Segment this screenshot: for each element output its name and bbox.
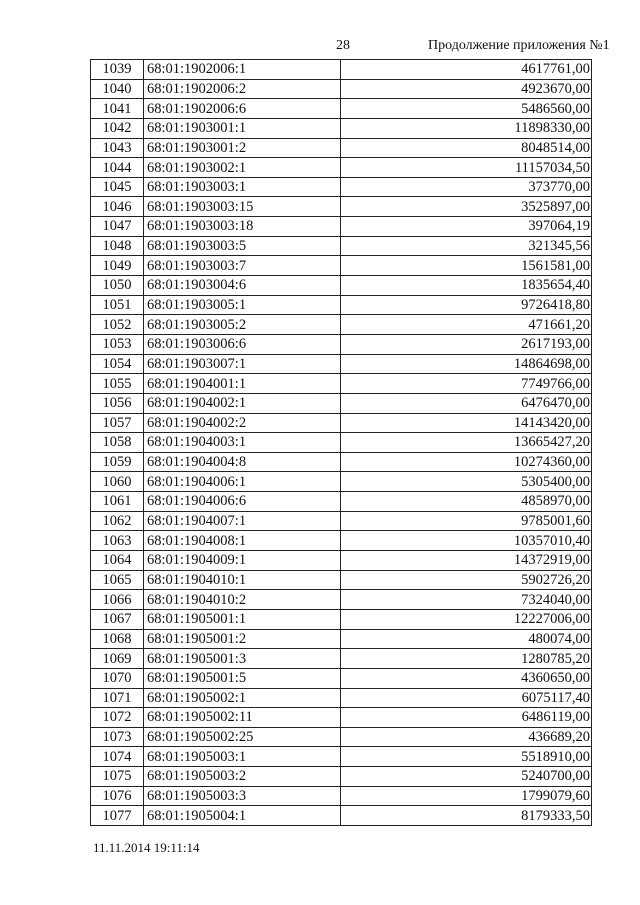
cadastral-value-cell: 1561581,00 [341,256,592,276]
cadastral-value-cell: 1835654,40 [341,276,592,296]
row-number-cell: 1065 [91,570,144,590]
cadastral-value-cell: 9785001,60 [341,511,592,531]
cadastral-value-cell: 5240700,00 [341,767,592,787]
cadastral-number-cell: 68:01:1902006:2 [144,79,341,99]
table-row [91,708,592,728]
table-row [91,609,592,629]
table-row [91,551,592,571]
cadastral-value-cell: 1280785,20 [341,649,592,669]
table-body [91,60,592,826]
cadastral-value-cell: 7324040,00 [341,590,592,610]
cadastral-value-cell: 10357010,40 [341,531,592,551]
table-row [91,177,592,197]
row-number-cell: 1076 [91,786,144,806]
cadastral-value-cell: 10274360,00 [341,452,592,472]
cadastral-number-cell: 68:01:1903001:2 [144,138,341,158]
cadastral-number-cell: 68:01:1904006:6 [144,492,341,512]
cadastral-number-cell: 68:01:1903005:1 [144,295,341,315]
table-row [91,197,592,217]
cadastral-value-cell: 6476470,00 [341,393,592,413]
row-number-cell: 1059 [91,452,144,472]
cadastral-value-cell: 13665427,20 [341,433,592,453]
row-number-cell: 1043 [91,138,144,158]
row-number-cell: 1071 [91,688,144,708]
appendix-title: Продолжение приложения №1 [428,38,610,53]
table-row [91,668,592,688]
row-number-cell: 1053 [91,334,144,354]
cadastral-value-cell: 5305400,00 [341,472,592,492]
row-number-cell: 1054 [91,354,144,374]
cadastral-value-cell: 5486560,00 [341,99,592,119]
page-number: 28 [336,38,350,53]
table-row [91,767,592,787]
table-row [91,138,592,158]
cadastral-value-cell: 4923670,00 [341,79,592,99]
table-row [91,118,592,138]
row-number-cell: 1067 [91,609,144,629]
table-row [91,472,592,492]
cadastral-number-cell: 68:01:1902006:1 [144,60,341,80]
cadastral-number-cell: 68:01:1904004:8 [144,452,341,472]
row-number-cell: 1077 [91,806,144,826]
table-row [91,433,592,453]
row-number-cell: 1074 [91,747,144,767]
cadastral-number-cell: 68:01:1905003:3 [144,786,341,806]
table-row [91,256,592,276]
cadastral-value-cell: 7749766,00 [341,374,592,394]
table-row [91,354,592,374]
cadastral-value-cell: 6486119,00 [341,708,592,728]
cadastral-value-cell: 5518910,00 [341,747,592,767]
cadastral-number-cell: 68:01:1905003:1 [144,747,341,767]
row-number-cell: 1049 [91,256,144,276]
cadastral-value-cell: 1799079,60 [341,786,592,806]
cadastral-number-cell: 68:01:1905003:2 [144,767,341,787]
cadastral-number-cell: 68:01:1904006:1 [144,472,341,492]
row-number-cell: 1075 [91,767,144,787]
cadastral-number-cell: 68:01:1903005:2 [144,315,341,335]
table-row [91,649,592,669]
cadastral-value-cell: 471661,20 [341,315,592,335]
table-row [91,217,592,237]
cadastral-value-cell: 14143420,00 [341,413,592,433]
cadastral-number-cell: 68:01:1904007:1 [144,511,341,531]
cadastral-value-cell: 14372919,00 [341,551,592,571]
cadastral-value-cell: 9726418,80 [341,295,592,315]
row-number-cell: 1069 [91,649,144,669]
cadastral-number-cell: 68:01:1905001:3 [144,649,341,669]
cadastral-number-cell: 68:01:1905001:1 [144,609,341,629]
row-number-cell: 1061 [91,492,144,512]
row-number-cell: 1058 [91,433,144,453]
table-row [91,374,592,394]
cadastral-number-cell: 68:01:1904008:1 [144,531,341,551]
row-number-cell: 1046 [91,197,144,217]
row-number-cell: 1070 [91,668,144,688]
cadastral-number-cell: 68:01:1905002:25 [144,727,341,747]
table-row [91,158,592,178]
cadastral-value-cell: 4360650,00 [341,668,592,688]
cadastral-value-cell: 11157034,50 [341,158,592,178]
cadastral-value-cell: 6075117,40 [341,688,592,708]
row-number-cell: 1052 [91,315,144,335]
row-number-cell: 1041 [91,99,144,119]
cadastral-value-cell: 436689,20 [341,727,592,747]
row-number-cell: 1042 [91,118,144,138]
cadastral-number-cell: 68:01:1904001:1 [144,374,341,394]
cadastral-number-cell: 68:01:1903003:5 [144,236,341,256]
table-row [91,688,592,708]
row-number-cell: 1063 [91,531,144,551]
table-row [91,79,592,99]
table-row [91,727,592,747]
cadastral-number-cell: 68:01:1904010:1 [144,570,341,590]
cadastral-number-cell: 68:01:1903003:18 [144,217,341,237]
cadastral-number-cell: 68:01:1904009:1 [144,551,341,571]
cadastral-number-cell: 68:01:1904003:1 [144,433,341,453]
cadastral-value-cell: 2617193,00 [341,334,592,354]
cadastral-value-cell: 4617761,00 [341,60,592,80]
table-row [91,295,592,315]
cadastral-value-cell: 12227006,00 [341,609,592,629]
cadastral-value-cell: 14864698,00 [341,354,592,374]
cadastral-value-cell: 8179333,50 [341,806,592,826]
cadastral-number-cell: 68:01:1903003:7 [144,256,341,276]
cadastral-value-table [90,59,592,826]
print-timestamp: 11.11.2014 19:11:14 [93,840,200,855]
cadastral-value-cell: 3525897,00 [341,197,592,217]
table-row [91,531,592,551]
table-row [91,236,592,256]
table-row [91,570,592,590]
cadastral-number-cell: 68:01:1903004:6 [144,276,341,296]
table-row [91,786,592,806]
cadastral-number-cell: 68:01:1904002:2 [144,413,341,433]
cadastral-number-cell: 68:01:1903007:1 [144,354,341,374]
row-number-cell: 1056 [91,393,144,413]
table-row [91,334,592,354]
cadastral-number-cell: 68:01:1905001:5 [144,668,341,688]
row-number-cell: 1068 [91,629,144,649]
table-row [91,452,592,472]
table-row [91,590,592,610]
row-number-cell: 1045 [91,177,144,197]
cadastral-number-cell: 68:01:1903003:1 [144,177,341,197]
table-row [91,806,592,826]
table-row [91,413,592,433]
row-number-cell: 1040 [91,79,144,99]
cadastral-number-cell: 68:01:1903006:6 [144,334,341,354]
row-number-cell: 1062 [91,511,144,531]
cadastral-number-cell: 68:01:1904002:1 [144,393,341,413]
table-row [91,99,592,119]
table-row [91,492,592,512]
table-row [91,629,592,649]
cadastral-number-cell: 68:01:1905002:1 [144,688,341,708]
cadastral-value-cell: 8048514,00 [341,138,592,158]
cadastral-value-cell: 11898330,00 [341,118,592,138]
cadastral-number-cell: 68:01:1905004:1 [144,806,341,826]
table-row [91,511,592,531]
row-number-cell: 1072 [91,708,144,728]
cadastral-number-cell: 68:01:1903001:1 [144,118,341,138]
row-number-cell: 1047 [91,217,144,237]
table-row [91,393,592,413]
row-number-cell: 1060 [91,472,144,492]
table-row [91,747,592,767]
row-number-cell: 1073 [91,727,144,747]
row-number-cell: 1066 [91,590,144,610]
cadastral-value-cell: 4858970,00 [341,492,592,512]
table-row [91,315,592,335]
cadastral-number-cell: 68:01:1905002:11 [144,708,341,728]
row-number-cell: 1055 [91,374,144,394]
cadastral-value-cell: 397064,19 [341,217,592,237]
cadastral-value-cell: 321345,56 [341,236,592,256]
row-number-cell: 1044 [91,158,144,178]
row-number-cell: 1039 [91,60,144,80]
cadastral-number-cell: 68:01:1902006:6 [144,99,341,119]
table-row [91,276,592,296]
row-number-cell: 1048 [91,236,144,256]
cadastral-value-cell: 480074,00 [341,629,592,649]
row-number-cell: 1064 [91,551,144,571]
cadastral-value-cell: 373770,00 [341,177,592,197]
table-row [91,60,592,80]
row-number-cell: 1051 [91,295,144,315]
row-number-cell: 1057 [91,413,144,433]
cadastral-number-cell: 68:01:1903002:1 [144,158,341,178]
cadastral-number-cell: 68:01:1905001:2 [144,629,341,649]
cadastral-number-cell: 68:01:1903003:15 [144,197,341,217]
cadastral-value-cell: 5902726,20 [341,570,592,590]
cadastral-number-cell: 68:01:1904010:2 [144,590,341,610]
row-number-cell: 1050 [91,276,144,296]
